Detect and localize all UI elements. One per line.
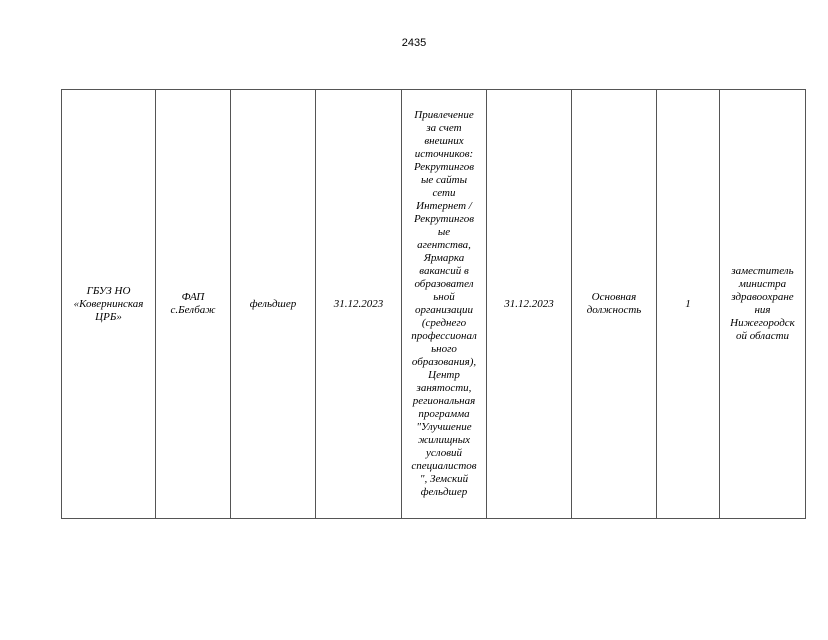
vacancy-table (61, 89, 806, 519)
table-row (62, 90, 806, 519)
responsible-cell: заместитель министра здравоохране ния Нижегородск ой области (720, 90, 806, 519)
employment-type-cell: Основная должность (572, 90, 657, 519)
recruitment-method-cell: Привлечение за счет внешних источников: Рекрутингов ые сайты сети Интернет / Рекрутингов ые агентства, Ярмарка вакансий в образовател ьной организации (среднего профессионал ьного образования), Центр занятости, региональная программа "Улучшение жилищных условий специалистов ", Земский фельдшер (402, 90, 487, 519)
page-number: 2435 (401, 37, 427, 49)
date-open-cell: 31.12.2023 (316, 90, 402, 519)
position-cell: фельдшер (231, 90, 316, 519)
date-planned-cell: 31.12.2023 (487, 90, 572, 519)
count-cell: 1 (657, 90, 720, 519)
unit-cell: ФАП с.Белбаж (156, 90, 231, 519)
organization-cell: ГБУЗ НО «Ковернинская ЦРБ» (62, 90, 156, 519)
